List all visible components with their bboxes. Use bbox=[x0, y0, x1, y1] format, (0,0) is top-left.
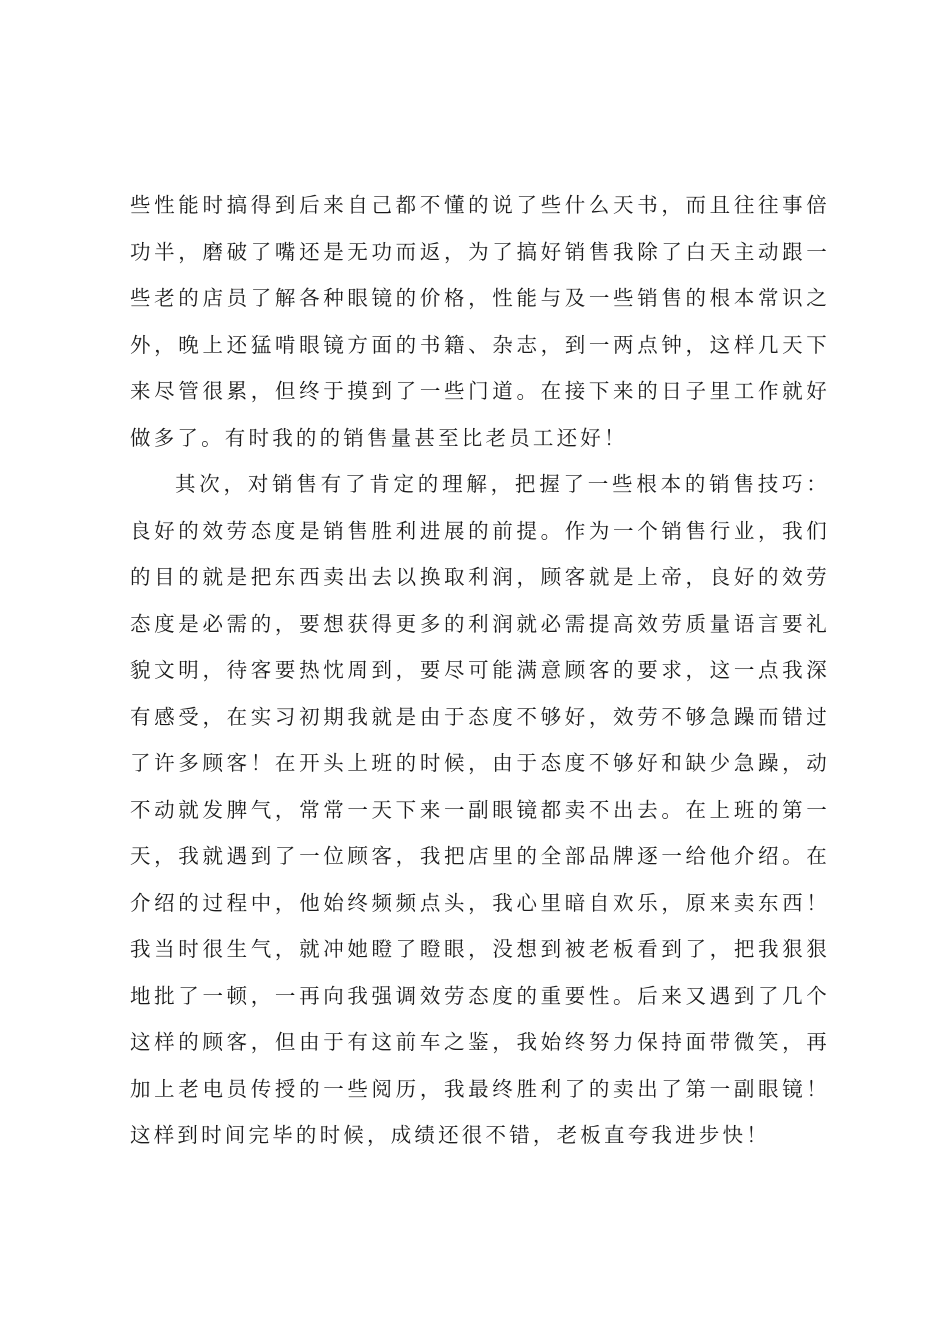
paragraph-second: 其次，对销售有了肯定的理解，把握了一些根本的销售技巧：良好的效劳态度是销售胜利进展的前提。作为一个销售行业，我们的目的就是把东西卖出去以换取利润，顾客就是上帝，良好的效劳态度是必需的，要想获得更多的利润就必需提高效劳质量语言要礼貌文明，待客要热忱周到，要尽可能满意顾客的要求，这一点我深有感受，在实习初期我就是由于态度不够好，效劳不够急躁而错过了许多顾客！在开头上班的时候，由于态度不够好和缺少急躁，动不动就发脾气，常常一天下来一副眼镜都卖不出去。在上班的第一天，我就遇到了一位顾客，我把店里的全部品牌逐一给他介绍。在介绍的过程中，他始终频频点头，我心里暗自欢乐，原来卖东西！我当时很生气，就冲她瞪了瞪眼，没想到被老板看到了，把我狠狠地批了一顿，一再向我强调效劳态度的重要性。后来又遇到了几个这样的顾客，但由于有这前车之鉴，我始终努力保持面带微笑，再加上老电员传授的一些阅历，我最终胜利了的卖出了第一副眼镜！这样到时间完毕的时候，成绩还很不错，老板直夸我进步快！ bbox=[130, 472, 830, 1147]
paragraph-continued: 些性能时搞得到后来自己都不懂的说了些什么天书，而且往往事倍功半，磨破了嘴还是无功而返，为了搞好销售我除了白天主动跟一些老的店员了解各种眼镜的价格，性能与及一些销售的根本常识之外，晚上还猛啃眼镜方面的书籍、杂志，到一两点钟，这样几天下来尽管很累，但终于摸到了一些门道。在接下来的日子里工作就好做多了。有时我的的销售量甚至比老员工还好！ bbox=[130, 193, 830, 450]
body-text bbox=[130, 182, 830, 1159]
